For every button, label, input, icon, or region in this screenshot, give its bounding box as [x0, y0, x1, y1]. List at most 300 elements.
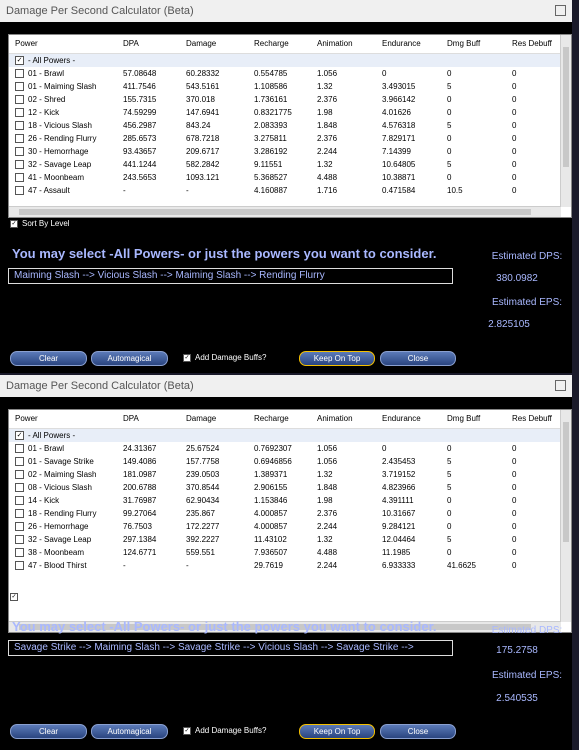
cell-value: - — [186, 186, 189, 195]
cell-value: 10.5 — [447, 186, 463, 195]
cell-value: 0.554785 — [254, 69, 288, 78]
estimated-eps-value: 2.825105 — [488, 319, 530, 330]
table-cell — [382, 507, 446, 520]
cell-value: 0 — [447, 496, 452, 505]
cell-value: 0.7692307 — [254, 444, 292, 453]
cell-value: 0.8321775 — [254, 108, 292, 117]
cell-value: 0 — [447, 108, 452, 117]
table-row[interactable] — [9, 468, 571, 481]
cell-value: 4.391111 — [382, 496, 414, 505]
cell-value: 0.471584 — [382, 186, 416, 195]
close-button[interactable]: Close — [380, 724, 456, 739]
cell-value: 29.7619 — [254, 561, 283, 570]
keep-on-top-button[interactable]: Keep On Top — [299, 351, 375, 366]
cell-value: 297.1384 — [123, 535, 157, 544]
table-cell — [254, 171, 314, 184]
table-cell — [186, 533, 246, 546]
cell-value: 0 — [512, 121, 517, 130]
maximize-icon[interactable] — [555, 380, 566, 391]
add-damage-buffs[interactable] — [183, 351, 266, 364]
cell-value: 1.056 — [317, 69, 338, 78]
cell-value: 10.64805 — [382, 160, 416, 169]
table-cell — [254, 494, 314, 507]
cell-value: 4.488 — [317, 173, 338, 182]
table-cell — [512, 132, 562, 145]
table-cell — [382, 533, 446, 546]
cell-value: 0 — [512, 173, 517, 182]
table-row[interactable] — [9, 442, 571, 455]
table-row[interactable] — [9, 520, 571, 533]
all-powers-label: - All Powers - — [28, 56, 76, 65]
power-checkbox[interactable] — [15, 535, 24, 544]
power-checkbox[interactable] — [15, 82, 24, 91]
power-checkbox[interactable] — [15, 548, 24, 557]
table-cell — [447, 455, 507, 468]
table-cell — [123, 184, 183, 197]
table-cell — [512, 80, 562, 93]
sort-by-level[interactable] — [10, 219, 70, 228]
estimated-dps-value: 380.0982 — [496, 273, 538, 284]
cell-value: 10.31667 — [382, 509, 416, 518]
add-damage-buffs-checkbox[interactable]: ✓ — [184, 727, 190, 734]
table-cell — [317, 145, 377, 158]
table-cell — [254, 93, 314, 106]
table-cell — [15, 442, 119, 455]
table-cell — [512, 559, 562, 572]
instruction-message: You may select -All Powers- or just the powers you want to consider. — [12, 246, 437, 261]
power-checkbox[interactable] — [15, 121, 24, 130]
cell-value: 181.0987 — [123, 470, 157, 479]
maximize-icon[interactable] — [555, 5, 566, 16]
table-cell — [317, 93, 377, 106]
table-cell — [317, 494, 377, 507]
table-cell — [186, 132, 246, 145]
table-cell — [512, 106, 562, 119]
table-cell — [15, 67, 119, 80]
cell-value: 172.2277 — [186, 522, 220, 531]
table-cell — [186, 93, 246, 106]
table-cell — [447, 93, 507, 106]
scroll-thumb[interactable] — [19, 209, 531, 215]
table-cell — [186, 468, 246, 481]
table-cell — [123, 158, 183, 171]
power-checkbox[interactable] — [15, 108, 24, 117]
table-row[interactable] — [9, 80, 571, 93]
automagical-button[interactable]: Automagical — [91, 724, 168, 739]
cell-value: 147.6941 — [186, 108, 220, 117]
table-cell — [317, 171, 377, 184]
cell-value: 12.04464 — [382, 535, 416, 544]
table-cell — [317, 520, 377, 533]
power-checkbox[interactable] — [15, 444, 24, 453]
cell-value: 0 — [512, 147, 517, 156]
cell-value: 0 — [512, 470, 517, 479]
table-cell — [317, 80, 377, 93]
table-cell — [382, 106, 446, 119]
table-cell — [15, 93, 119, 106]
cell-value: 93.43657 — [123, 147, 157, 156]
column-header[interactable]: Recharge — [254, 414, 289, 423]
table-cell — [186, 520, 246, 533]
clear-button[interactable]: Clear — [10, 351, 87, 366]
cell-value: 0 — [447, 444, 452, 453]
table-row[interactable] — [9, 533, 571, 546]
title-bar — [0, 375, 572, 397]
attack-chain-field[interactable]: Savage Strike --> Maiming Slash --> Savage Strike --> Vicious Slash --> Savage Strike --> — [8, 640, 453, 656]
power-name: 32 - Savage Leap — [28, 535, 92, 544]
table-cell — [317, 559, 377, 572]
table-cell — [382, 468, 446, 481]
cell-value: 0.6946856 — [254, 457, 292, 466]
scroll-thumb[interactable] — [563, 47, 569, 167]
power-checkbox[interactable] — [15, 95, 24, 104]
table-cell — [15, 494, 119, 507]
table-cell — [317, 158, 377, 171]
table-cell — [15, 559, 119, 572]
add-damage-buffs[interactable] — [183, 724, 266, 737]
cell-value: 0 — [512, 496, 517, 505]
column-header[interactable]: Damage — [186, 414, 217, 423]
power-checkbox[interactable] — [15, 186, 24, 195]
cell-value: 5.368527 — [254, 173, 288, 182]
cell-value: 678.7218 — [186, 134, 220, 143]
table-row[interactable] — [9, 184, 571, 197]
column-header[interactable]: Animation — [317, 39, 353, 48]
cell-value: 441.1244 — [123, 160, 157, 169]
table-cell — [123, 145, 183, 158]
sort-by-level-checkbox[interactable]: ✓ — [11, 593, 17, 600]
table-cell — [447, 533, 507, 546]
vertical-scrollbar[interactable] — [560, 35, 571, 207]
cell-value: 2.244 — [317, 561, 338, 570]
cell-value: 1.736161 — [254, 95, 288, 104]
table-row[interactable] — [9, 507, 571, 520]
cell-value: - — [123, 186, 126, 195]
table-cell — [317, 533, 377, 546]
cell-value: 76.7503 — [123, 522, 152, 531]
table-row[interactable] — [9, 455, 571, 468]
table-cell — [447, 494, 507, 507]
vertical-scrollbar[interactable] — [560, 410, 571, 622]
cell-value: 9.284121 — [382, 522, 416, 531]
cell-value: 1.153846 — [254, 496, 288, 505]
cell-value: 4.160887 — [254, 186, 288, 195]
cell-value: 559.551 — [186, 548, 215, 557]
sort-by-level[interactable] — [10, 592, 70, 601]
table-cell — [382, 171, 446, 184]
cell-value: 0 — [512, 69, 517, 78]
scroll-thumb[interactable] — [563, 422, 569, 542]
table-row[interactable] — [9, 119, 571, 132]
table-cell — [382, 93, 446, 106]
table-cell — [15, 80, 119, 93]
sort-by-level-checkbox[interactable]: ✓ — [11, 220, 17, 227]
column-header[interactable]: Dmg Buff — [447, 39, 481, 48]
table-cell — [15, 145, 119, 158]
table-cell — [317, 184, 377, 197]
table-cell — [15, 533, 119, 546]
power-checkbox[interactable] — [15, 457, 24, 466]
table-cell — [186, 145, 246, 158]
table-cell — [317, 546, 377, 559]
cell-value: 0 — [447, 173, 452, 182]
column-header[interactable]: DPA — [123, 39, 139, 48]
cell-value: 1.32 — [317, 160, 333, 169]
cell-value: 0 — [512, 457, 517, 466]
power-checkbox[interactable] — [15, 509, 24, 518]
all-powers-row[interactable] — [9, 54, 571, 67]
power-checkbox[interactable] — [15, 147, 24, 156]
power-checkbox[interactable] — [15, 561, 24, 570]
table-cell — [317, 67, 377, 80]
table-cell — [186, 67, 246, 80]
table-cell — [447, 442, 507, 455]
cell-value: 2.244 — [317, 147, 338, 156]
cell-value: 1.056 — [317, 444, 338, 453]
cell-value: 0 — [512, 134, 517, 143]
table-cell — [15, 184, 119, 197]
table-cell — [15, 481, 119, 494]
table-row[interactable] — [9, 145, 571, 158]
all-powers-checkbox[interactable]: ✓ — [16, 432, 23, 440]
cell-value: 411.7546 — [123, 82, 156, 91]
cell-value: 1.389371 — [254, 470, 288, 479]
column-header[interactable]: Power — [15, 414, 38, 423]
cell-value: 0 — [447, 69, 452, 78]
table-cell — [123, 93, 183, 106]
cell-value: 0 — [512, 561, 517, 570]
column-header[interactable]: DPA — [123, 414, 139, 423]
table-cell — [382, 132, 446, 145]
table-cell — [382, 184, 446, 197]
estimated-dps-value: 175.2758 — [496, 645, 538, 656]
cell-value: 1.056 — [317, 457, 338, 466]
cell-value: 543.5161 — [186, 82, 220, 91]
table-cell — [512, 507, 562, 520]
table-cell — [186, 455, 246, 468]
table-cell — [447, 507, 507, 520]
clear-button[interactable]: Clear — [10, 724, 87, 739]
cell-value: 0 — [512, 82, 517, 91]
power-checkbox[interactable] — [15, 160, 24, 169]
cell-value: 11.43102 — [254, 535, 287, 544]
table-cell — [512, 158, 562, 171]
power-checkbox[interactable] — [15, 470, 24, 479]
power-checkbox[interactable] — [15, 173, 24, 182]
cell-value: 0 — [447, 522, 452, 531]
keep-on-top-button[interactable]: Keep On Top — [299, 724, 375, 739]
power-checkbox[interactable] — [15, 69, 24, 78]
cell-value: 5 — [447, 470, 452, 479]
cell-value: 31.76987 — [123, 496, 157, 505]
table-row[interactable] — [9, 559, 571, 572]
table-cell — [512, 533, 562, 546]
add-damage-buffs-label: Add Damage Buffs? — [195, 726, 267, 735]
column-header[interactable]: Res Debuff — [512, 39, 552, 48]
column-header[interactable]: Dmg Buff — [447, 414, 481, 423]
power-name: 01 - Brawl — [28, 69, 65, 78]
cell-value: 2.906155 — [254, 483, 288, 492]
cell-value: 0 — [382, 69, 387, 78]
table-cell — [254, 455, 314, 468]
table-row[interactable] — [9, 132, 571, 145]
powers-table — [8, 409, 572, 633]
cell-value: 0 — [447, 509, 452, 518]
cell-value: 0 — [512, 548, 517, 557]
table-cell — [447, 481, 507, 494]
all-powers-checkbox[interactable]: ✓ — [16, 57, 23, 65]
column-header[interactable]: Power — [15, 39, 38, 48]
cell-value: - — [123, 561, 126, 570]
cell-value: 2.376 — [317, 95, 338, 104]
table-cell — [186, 481, 246, 494]
horizontal-scrollbar[interactable] — [9, 206, 561, 217]
cell-value: 582.2842 — [186, 160, 220, 169]
estimated-eps-label: Estimated EPS: — [491, 297, 563, 308]
table-cell — [123, 468, 183, 481]
table-header — [9, 35, 571, 54]
table-cell — [186, 184, 246, 197]
all-powers-cell — [15, 54, 119, 67]
table-cell — [512, 119, 562, 132]
cell-value: 0 — [447, 548, 452, 557]
column-header[interactable]: Damage — [186, 39, 217, 48]
table-cell — [447, 520, 507, 533]
add-damage-buffs-checkbox[interactable]: ✓ — [184, 354, 190, 361]
table-cell — [123, 546, 183, 559]
all-powers-label: - All Powers - — [28, 431, 76, 440]
table-cell — [254, 67, 314, 80]
power-checkbox[interactable] — [15, 496, 24, 505]
table-row[interactable] — [9, 158, 571, 171]
table-cell — [447, 546, 507, 559]
cell-value: 7.14399 — [382, 147, 411, 156]
power-name: 18 - Rending Flurry — [28, 509, 97, 518]
table-cell — [186, 507, 246, 520]
table-row[interactable] — [9, 546, 571, 559]
cell-value: 239.0503 — [186, 470, 220, 479]
sort-by-level-label: Sort By Level — [22, 592, 70, 601]
cell-value: 1.32 — [317, 535, 333, 544]
table-cell — [123, 442, 183, 455]
table-row[interactable] — [9, 171, 571, 184]
table-cell — [317, 119, 377, 132]
table-row[interactable] — [9, 93, 571, 106]
table-row[interactable] — [9, 67, 571, 80]
cell-value: 41.6625 — [447, 561, 476, 570]
table-cell — [447, 132, 507, 145]
cell-value: 3.275811 — [254, 134, 287, 143]
table-cell — [15, 171, 119, 184]
table-cell — [317, 132, 377, 145]
automagical-button[interactable]: Automagical — [91, 351, 168, 366]
cell-value: 2.435453 — [382, 457, 416, 466]
cell-value: 25.67524 — [186, 444, 220, 453]
cell-value: 0 — [382, 444, 387, 453]
power-name: 01 - Savage Strike — [28, 457, 94, 466]
table-row[interactable] — [9, 494, 571, 507]
cell-value: 5 — [447, 457, 452, 466]
table-cell — [123, 455, 183, 468]
cell-value: 5 — [447, 483, 452, 492]
cell-value: 2.376 — [317, 509, 338, 518]
table-cell — [447, 171, 507, 184]
cell-value: 7.829171 — [382, 134, 416, 143]
table-cell — [382, 158, 446, 171]
close-button[interactable]: Close — [380, 351, 456, 366]
cell-value: 5 — [447, 121, 452, 130]
column-header[interactable]: Res Debuff — [512, 414, 552, 423]
table-cell — [317, 507, 377, 520]
power-checkbox[interactable] — [15, 483, 24, 492]
cell-value: 843.24 — [186, 121, 211, 130]
table-cell — [512, 546, 562, 559]
table-cell — [123, 171, 183, 184]
table-cell — [123, 533, 183, 546]
table-cell — [447, 67, 507, 80]
cell-value: 370.018 — [186, 95, 215, 104]
cell-value: 157.7758 — [186, 457, 220, 466]
table-cell — [123, 67, 183, 80]
power-checkbox[interactable] — [15, 522, 24, 531]
table-row[interactable] — [9, 481, 571, 494]
column-header[interactable]: Endurance — [382, 414, 421, 423]
table-cell — [254, 184, 314, 197]
table-cell — [254, 520, 314, 533]
table-cell — [15, 507, 119, 520]
table-cell — [317, 455, 377, 468]
power-name: 26 - Hemorrhage — [28, 522, 89, 531]
table-cell — [382, 559, 446, 572]
cell-value: 2.244 — [317, 522, 338, 531]
table-cell — [15, 468, 119, 481]
cell-value: 1.716 — [317, 186, 338, 195]
power-name: 02 - Shred — [28, 95, 66, 104]
attack-chain-field[interactable]: Maiming Slash --> Vicious Slash --> Maiming Slash --> Rending Flurry — [8, 268, 453, 284]
column-header[interactable]: Animation — [317, 414, 353, 423]
column-header[interactable]: Recharge — [254, 39, 289, 48]
table-cell — [15, 455, 119, 468]
cell-value: 62.90434 — [186, 496, 220, 505]
table-cell — [317, 481, 377, 494]
cell-value: 209.6717 — [186, 147, 220, 156]
table-cell — [512, 67, 562, 80]
table-header — [9, 410, 571, 429]
power-checkbox[interactable] — [15, 134, 24, 143]
all-powers-row[interactable] — [9, 429, 571, 442]
cell-value: 7.936507 — [254, 548, 288, 557]
cell-value: 2.376 — [317, 134, 338, 143]
table-cell — [186, 171, 246, 184]
cell-value: 3.719152 — [382, 470, 416, 479]
cell-value: 4.01626 — [382, 108, 411, 117]
table-cell — [254, 559, 314, 572]
table-cell — [512, 184, 562, 197]
cell-value: 5 — [447, 82, 452, 91]
table-cell — [382, 455, 446, 468]
column-header[interactable]: Endurance — [382, 39, 421, 48]
cell-value: 0 — [447, 147, 452, 156]
estimated-dps-label: Estimated DPS: — [491, 251, 563, 262]
add-damage-buffs-label: Add Damage Buffs? — [195, 353, 267, 362]
cell-value: 0 — [512, 509, 517, 518]
table-cell — [186, 559, 246, 572]
cell-value: 0 — [512, 483, 517, 492]
table-cell — [254, 533, 314, 546]
cell-value: 0 — [512, 444, 517, 453]
table-row[interactable] — [9, 106, 571, 119]
table-cell — [512, 93, 562, 106]
